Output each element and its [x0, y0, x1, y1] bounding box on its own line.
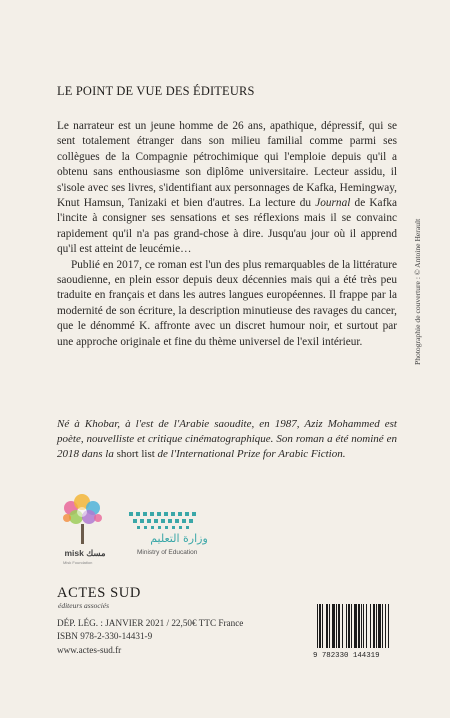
- isbn-barcode: [313, 604, 399, 662]
- blurb-p1-part-b: de Kafka l'incite à consigner ses sensations et ses réflexions mais il se convainc rapidement qu'il n'a pas grand-chose à dire. Jusqu'au jour où il apprend qu'il est atteint de leucémie…: [57, 197, 397, 256]
- moe-arabic-name: وزارة التعليم: [150, 532, 208, 545]
- blurb-p1-part-a: Le narrateur est un jeune homme de 26 ans, apathique, dépressif, qui se sent totalement étranger dans son milieu familial comme parmi ses collègues de la Compagnie pétrochimique qui l'emploie depuis qu'il a obtenu sans enthousiasme son diplôme universitaire. Lecteur assidu, il s'isole avec ses livres, s'identifiant aux personnages de Kafka, Hemingway, Knut Hamsun, Tanizaki et bien d'autres. La lecture du: [57, 120, 397, 210]
- publisher-name: ACTES SUD: [57, 585, 141, 601]
- barcode-icon: [313, 604, 399, 650]
- misk-tree-icon: [57, 490, 109, 546]
- isbn: ISBN 978-2-330-14431-9: [57, 631, 153, 642]
- short-list-term: short list: [116, 448, 155, 460]
- website: www.actes-sud.fr: [57, 644, 122, 655]
- barcode-number: 9 782330 144319: [313, 652, 380, 660]
- misk-subtitle: Misk Foundation: [63, 560, 93, 565]
- photo-credit: Photographie de couverture : © Antoine Herault: [413, 218, 422, 365]
- section-heading: LE POINT DE VUE DES ÉDITEURS: [57, 84, 255, 98]
- blurb-paragraph-1: [57, 119, 397, 258]
- misk-wordmark: misk مسك: [64, 548, 106, 558]
- journal-title: Journal: [315, 197, 351, 210]
- sponsor-logos: [57, 490, 277, 570]
- blurb-paragraph-2: Publié en 2017, ce roman est l'un des plus remarquables de la littérature saoudienne, en plein essor depuis deux décennies mais qui a été très peu traduite en français et dans les autres langues européennes. Il frappe par la modernité de son écriture, la description minutieuse des ravages du cancer, que le dénommé K. affronte avec un discret humour noir, et surtout par une approche originale et fine du thème universel de l'exil intérieur.: [57, 258, 397, 348]
- moe-english-name: Ministry of Education: [137, 549, 198, 556]
- ministry-education-logo: [125, 510, 225, 568]
- author-bio: [57, 417, 397, 462]
- legal-info: [57, 617, 243, 657]
- author-bio-part-a: Né à Khobar, à l'est de l'Arabie saoudite, en 1987, Aziz Mohammed est poète, nouvelliste et critique cinématographique. Son roman a été nominé en 2018 dans la: [57, 418, 397, 460]
- misk-logo: [57, 490, 109, 568]
- moe-dots-icon: [125, 510, 225, 532]
- legal-deposit: DÉP. LÉG. : JANVIER 2021 / 22,50€ TTC France: [57, 618, 244, 628]
- blurb-text: [57, 119, 397, 350]
- author-bio-part-b: de l'International Prize for Arabic Fiction.: [154, 448, 346, 460]
- publisher-subtitle: éditeurs associés: [58, 601, 110, 610]
